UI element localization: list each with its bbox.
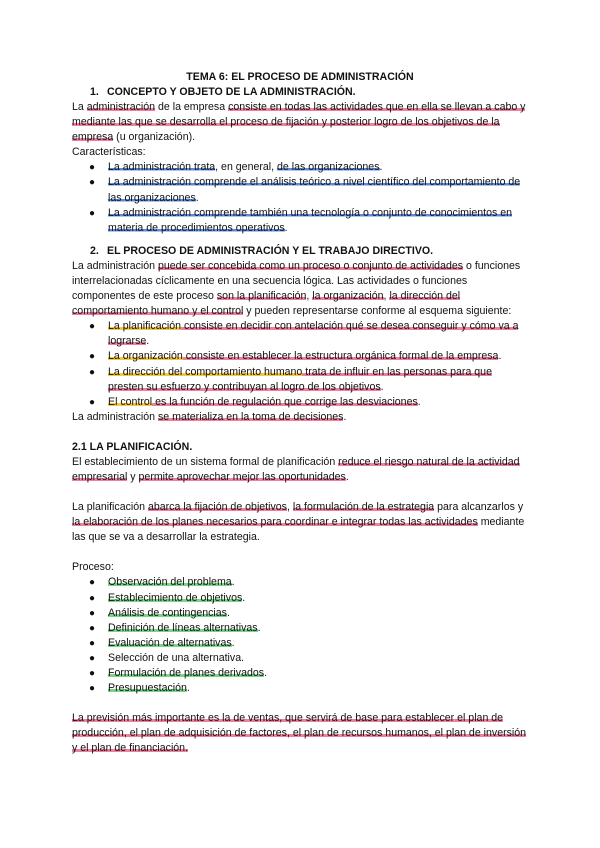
text-run: La administración [72,410,158,423]
text-run: La administración [72,259,158,272]
list-item: ● Definición de líneas alternativas. [72,621,528,636]
list-item: ● Análisis de contingencias. [72,606,528,621]
list-item [72,349,528,364]
text-run: , en general, [215,161,278,174]
highlight-pink: se materializa en la toma de decisiones [157,410,344,423]
bullet-icon: ● [89,652,96,664]
highlight-blue: de las organizaciones [277,161,380,174]
highlight-green: Establecimiento de objetivos [108,591,243,604]
text-run: de la empresa [155,101,229,113]
section-2-paragraph [72,259,528,319]
section-2-1-heading: 2.1 LA PLANIFICACIÓN. [72,440,193,453]
highlight-green: Presupuestación [108,682,187,695]
highlight-pink: puede ser concebida como un proceso o conjunto de actividades [157,259,464,272]
highlight-pink: administración [86,101,156,113]
list-item [72,175,528,205]
list-item [72,319,528,349]
highlight-yellow: La organización [108,350,183,363]
text-run: . [345,470,349,483]
highlight-green: Análisis de contingencias [108,606,227,619]
planning-paragraph-2 [72,500,528,545]
highlight-pink: La previsión más importante es la de ventas, que servirá de base para establecer el plan de producción, el plan de adquisición de factores, el plan de recursos humanos, el plan de inversión y el plan de financiación. [72,712,527,755]
list-item [72,365,528,395]
bullet-icon: ● [89,592,96,604]
characteristics-label: Características: [72,146,146,159]
bullet-icon: ● [89,577,96,589]
list-item: ● Establecimiento de objetivos. [72,591,528,606]
bullet-icon: ● [89,607,96,619]
highlight-pink: la formulación de la estrategia [292,501,435,514]
bullet-icon: ● [89,622,96,634]
text-run: . [146,335,150,348]
list-item: ● Observación del problema. [72,575,528,590]
highlight-pink: permite aprovechar mejor las oportunidades [138,470,346,483]
highlight-pink: trata de influir en las personas para que presten su esfuerzo y contribuyan al logro de los objetivos [108,365,492,393]
section-number: 2. [90,244,99,257]
characteristics-list [72,160,528,235]
bullet-icon: ● [89,207,96,219]
process-label: Proceso: [72,561,114,574]
section-1-intro [72,100,528,145]
list-item: ● Selección de una alternativa. [72,651,528,666]
list-item [72,160,528,175]
text-run: . [417,395,421,408]
text-run: , [306,290,313,303]
bullet-icon: ● [89,683,96,695]
highlight-green: Evaluación de alternativas [108,636,232,649]
section-2-heading [72,244,528,259]
highlight-yellow: El control [108,395,153,408]
highlight-green: Formulación de planes derivados [108,667,265,679]
bullet-icon: ● [89,162,96,174]
text-run: y [127,470,139,483]
text-run: . [195,191,199,204]
list-item: ● Presupuestación. [72,681,528,696]
section-heading-text: EL PROCESO DE ADMINISTRACIÓN Y EL TRABAJO DIRECTIVO. [107,244,434,257]
list-item: ● Formulación de planes derivados. [72,666,528,681]
text-run: y pueden representarse conforme al esquema siguiente: [243,305,512,318]
highlight-pink: la dirección del comportamiento humano y el control [72,290,461,318]
section-heading-text: CONCEPTO Y OBJETO DE LA ADMINISTRACIÓN. [107,86,356,98]
text-run: . [379,161,383,174]
highlight-pink: son la planificación [216,290,307,303]
bullet-icon: ● [89,637,96,649]
document-title: TEMA 6: EL PROCESO DE ADMINISTRACIÓN [186,71,414,83]
highlight-yellow: La dirección del comportamiento humano [108,365,303,378]
highlight-pink: abarca la fijación de objetivos [147,501,287,514]
list-item [72,206,528,236]
highlight-pink: reduce el riesgo natural de la actividad empresarial [72,455,520,483]
text-run: . [284,221,288,234]
forecast-paragraph [72,711,528,756]
text-run: La planificación [72,501,148,514]
highlight-yellow: La planificación [108,320,182,333]
list-item: ● Evaluación de alternativas. [72,636,528,651]
highlight-pink: consiste en decidir con antelación qué se desea conseguir y cómo va a lograrse [108,320,519,348]
text-run: , [383,290,390,303]
list-item [72,395,528,410]
text-run: . [343,410,347,423]
bullet-icon: ● [89,366,96,378]
bullet-icon: ● [89,321,96,333]
text-run: o funciones interrelacionadas cíclicamente en una secuencia lógica. Las actividades o funciones componentes de este proceso [72,259,521,303]
bullet-icon: ● [89,177,96,189]
highlight-pink: consiste en establecer la estructura orgánica formal de la empresa [182,350,499,363]
text-run: , [286,501,293,514]
text-run: . [498,350,502,363]
highlight-pink: consiste en todas las actividades que en ella se llevan a cabo y mediante las que se desarrolla el proceso de fijación y posterior logro de los objetivos de la empresa [72,101,526,144]
highlight-blue: La administración comprende también una tecnología o conjunto de conocimientos en materia de procedimientos operativos [108,206,512,234]
bullet-icon: ● [89,396,96,408]
bullet-icon: ● [89,351,96,363]
section-number: 1. [90,86,99,98]
list-item-text: Selección de una alternativa [108,651,242,664]
process-list [72,575,528,696]
planning-paragraph-1 [72,455,528,485]
document-page [72,70,528,756]
highlight-pink: la organización [312,290,384,303]
text-run: mediante las que se va a desarrollar la estrategia. [72,516,525,544]
section-2-closing [72,410,528,425]
text-run: (u organización). [113,131,196,144]
highlight-green: Definición de líneas alternativas [108,621,258,634]
functions-list [72,319,528,410]
highlight-green: Observación del problema [108,576,232,589]
text-run: . [380,380,384,393]
highlight-blue: La administración trata [108,161,216,174]
text-run: La [72,101,87,113]
text-run: El establecimiento de un sistema formal de planificación [72,455,339,468]
text-run: para alcanzarlos y [434,501,524,514]
highlight-pink: es la función de regulación que corrige las desviaciones [152,395,418,408]
highlight-pink: la elaboración de los planes necesarios para coordinar e integrar todas las actividades [72,516,478,529]
bullet-icon: ● [89,668,96,679]
section-1-heading [72,85,528,100]
highlight-blue: La administración comprende el análisis teórico a nivel científico del comportamiento de las organizaciones [108,176,521,204]
